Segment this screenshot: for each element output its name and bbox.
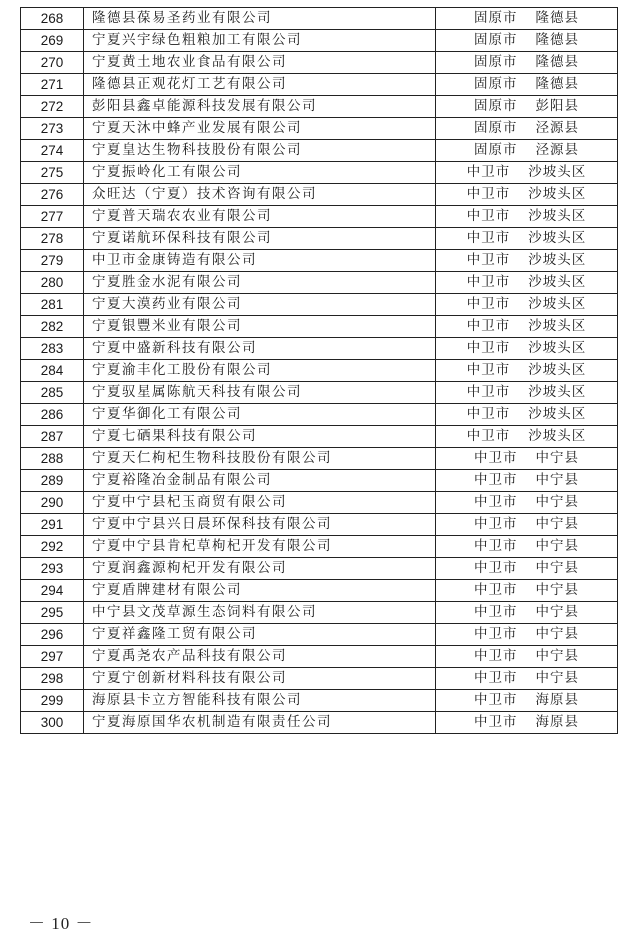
table-row: [21, 690, 618, 712]
row-number: 289: [21, 470, 84, 492]
county-name: 隆德县: [535, 32, 579, 48]
region-cell: [436, 602, 618, 624]
region-cell: [436, 536, 618, 558]
company-name: 宁夏禹尧农产品科技有限公司: [84, 646, 436, 668]
company-name: 隆德县葆易圣药业有限公司: [84, 8, 436, 30]
county-name: 中宁县: [535, 626, 579, 642]
row-number: 297: [21, 646, 84, 668]
city-name: 中卫市: [466, 428, 511, 444]
region-cell: [436, 228, 618, 250]
row-number: 278: [21, 228, 84, 250]
city-name: 中卫市: [466, 186, 511, 202]
city-name: 中卫市: [466, 340, 511, 356]
table-row: [21, 580, 618, 602]
row-number: 279: [21, 250, 84, 272]
county-name: 中宁县: [535, 494, 579, 510]
region-cell: [436, 8, 618, 30]
city-name: 中卫市: [474, 670, 518, 686]
city-name: 中卫市: [474, 538, 518, 554]
region-cell: [436, 580, 618, 602]
table-row: [21, 294, 618, 316]
row-number: 291: [21, 514, 84, 536]
region-cell: [436, 382, 618, 404]
company-name: 众旺达（宁夏）技术咨询有限公司: [84, 184, 436, 206]
table-row: [21, 668, 618, 690]
city-name: 中卫市: [474, 714, 518, 730]
table-row: [21, 514, 618, 536]
city-name: 中卫市: [466, 208, 511, 224]
region-cell: [436, 514, 618, 536]
region-cell: [436, 30, 618, 52]
row-number: 299: [21, 690, 84, 712]
county-name: 中宁县: [535, 582, 579, 598]
city-name: 中卫市: [466, 252, 511, 268]
region-cell: [436, 118, 618, 140]
region-cell: [436, 690, 618, 712]
company-name: 隆德县正观花灯工艺有限公司: [84, 74, 436, 96]
county-name: 沙坡头区: [528, 340, 587, 356]
county-name: 隆德县: [535, 76, 579, 92]
table-row: [21, 250, 618, 272]
table-row: [21, 624, 618, 646]
row-number: 275: [21, 162, 84, 184]
company-name: 宁夏渝丰化工股份有限公司: [84, 360, 436, 382]
city-name: 固原市: [474, 10, 518, 26]
page-number: － 10 －: [28, 914, 94, 933]
row-number: 284: [21, 360, 84, 382]
company-name: 中卫市金康铸造有限公司: [84, 250, 436, 272]
table-row: [21, 448, 618, 470]
table-row: [21, 316, 618, 338]
city-name: 固原市: [474, 120, 518, 136]
row-number: 292: [21, 536, 84, 558]
table-row: [21, 8, 618, 30]
company-name: 海原县卡立方智能科技有限公司: [84, 690, 436, 712]
region-cell: [436, 294, 618, 316]
table-row: [21, 404, 618, 426]
city-name: 中卫市: [474, 494, 518, 510]
region-cell: [436, 646, 618, 668]
row-number: 293: [21, 558, 84, 580]
company-name: 宁夏兴宇绿色粗粮加工有限公司: [84, 30, 436, 52]
table-row: [21, 470, 618, 492]
county-name: 海原县: [535, 692, 579, 708]
county-name: 泾源县: [535, 120, 579, 136]
company-name: 宁夏华御化工有限公司: [84, 404, 436, 426]
city-name: 中卫市: [466, 230, 511, 246]
region-cell: [436, 316, 618, 338]
table-row: [21, 338, 618, 360]
table-row: [21, 30, 618, 52]
company-name: 宁夏祥鑫隆工贸有限公司: [84, 624, 436, 646]
enterprise-list-table: [20, 7, 618, 734]
county-name: 沙坡头区: [528, 164, 587, 180]
region-cell: [436, 426, 618, 448]
row-number: 288: [21, 448, 84, 470]
company-name: 宁夏中盛新科技有限公司: [84, 338, 436, 360]
city-name: 中卫市: [466, 318, 511, 334]
row-number: 282: [21, 316, 84, 338]
table-row: [21, 206, 618, 228]
county-name: 沙坡头区: [528, 318, 587, 334]
table-row: [21, 96, 618, 118]
county-name: 中宁县: [535, 538, 579, 554]
table-row: [21, 228, 618, 250]
row-number: 280: [21, 272, 84, 294]
county-name: 沙坡头区: [528, 186, 587, 202]
region-cell: [436, 360, 618, 382]
row-number: 272: [21, 96, 84, 118]
table-row: [21, 382, 618, 404]
company-name: 宁夏胜金水泥有限公司: [84, 272, 436, 294]
region-cell: [436, 712, 618, 734]
table-row: [21, 162, 618, 184]
region-cell: [436, 492, 618, 514]
city-name: 中卫市: [474, 472, 518, 488]
company-name: 宁夏黄土地农业食品有限公司: [84, 52, 436, 74]
city-name: 固原市: [474, 76, 518, 92]
company-name: 宁夏天仁枸杞生物科技股份有限公司: [84, 448, 436, 470]
table-row: [21, 492, 618, 514]
company-name: 宁夏裕隆冶金制品有限公司: [84, 470, 436, 492]
city-name: 中卫市: [474, 582, 518, 598]
county-name: 中宁县: [535, 450, 579, 466]
row-number: 286: [21, 404, 84, 426]
row-number: 268: [21, 8, 84, 30]
company-name: 宁夏驭星属陈航天科技有限公司: [84, 382, 436, 404]
table-row: [21, 272, 618, 294]
region-cell: [436, 470, 618, 492]
county-name: 中宁县: [535, 670, 579, 686]
region-cell: [436, 206, 618, 228]
region-cell: [436, 448, 618, 470]
county-name: 泾源县: [535, 142, 579, 158]
city-name: 固原市: [474, 142, 518, 158]
region-cell: [436, 162, 618, 184]
row-number: 274: [21, 140, 84, 162]
table-row: [21, 184, 618, 206]
company-name: 宁夏皇达生物科技股份有限公司: [84, 140, 436, 162]
table-row: [21, 536, 618, 558]
row-number: 271: [21, 74, 84, 96]
county-name: 沙坡头区: [528, 252, 587, 268]
company-name: 宁夏银豐米业有限公司: [84, 316, 436, 338]
region-cell: [436, 140, 618, 162]
region-cell: [436, 96, 618, 118]
table-row: [21, 360, 618, 382]
company-name: 宁夏中宁县杞玉商贸有限公司: [84, 492, 436, 514]
company-name: 宁夏振岭化工有限公司: [84, 162, 436, 184]
county-name: 海原县: [535, 714, 579, 730]
table-row: [21, 602, 618, 624]
region-cell: [436, 52, 618, 74]
table-row: [21, 426, 618, 448]
table-row: [21, 646, 618, 668]
table-row: [21, 558, 618, 580]
company-name: 宁夏盾牌建材有限公司: [84, 580, 436, 602]
city-name: 固原市: [474, 54, 518, 70]
row-number: 294: [21, 580, 84, 602]
row-number: 281: [21, 294, 84, 316]
row-number: 285: [21, 382, 84, 404]
county-name: 沙坡头区: [528, 296, 587, 312]
table-row: [21, 74, 618, 96]
row-number: 270: [21, 52, 84, 74]
company-name: 彭阳县鑫卓能源科技发展有限公司: [84, 96, 436, 118]
city-name: 中卫市: [474, 450, 518, 466]
city-name: 中卫市: [466, 274, 511, 290]
row-number: 295: [21, 602, 84, 624]
city-name: 中卫市: [466, 362, 511, 378]
table-row: [21, 712, 618, 734]
county-name: 沙坡头区: [528, 208, 587, 224]
city-name: 固原市: [474, 32, 518, 48]
city-name: 中卫市: [474, 560, 518, 576]
county-name: 沙坡头区: [528, 274, 587, 290]
county-name: 沙坡头区: [528, 362, 587, 378]
row-number: 277: [21, 206, 84, 228]
row-number: 276: [21, 184, 84, 206]
row-number: 290: [21, 492, 84, 514]
city-name: 固原市: [474, 98, 518, 114]
table-row: [21, 52, 618, 74]
table-body: [21, 8, 618, 734]
row-number: 287: [21, 426, 84, 448]
county-name: 沙坡头区: [528, 428, 587, 444]
county-name: 中宁县: [535, 648, 579, 664]
city-name: 中卫市: [474, 604, 518, 620]
row-number: 273: [21, 118, 84, 140]
city-name: 中卫市: [466, 296, 511, 312]
city-name: 中卫市: [474, 516, 518, 532]
row-number: 298: [21, 668, 84, 690]
company-name: 宁夏海原国华农机制造有限责任公司: [84, 712, 436, 734]
county-name: 隆德县: [535, 54, 579, 70]
company-name: 宁夏诺航环保科技有限公司: [84, 228, 436, 250]
region-cell: [436, 624, 618, 646]
table-row: [21, 118, 618, 140]
region-cell: [436, 184, 618, 206]
company-name: 宁夏普天瑞农农业有限公司: [84, 206, 436, 228]
city-name: 中卫市: [466, 164, 511, 180]
company-name: 宁夏大漠药业有限公司: [84, 294, 436, 316]
county-name: 中宁县: [535, 604, 579, 620]
county-name: 中宁县: [535, 560, 579, 576]
region-cell: [436, 272, 618, 294]
row-number: 300: [21, 712, 84, 734]
company-name: 中宁县文茂草源生态饲料有限公司: [84, 602, 436, 624]
county-name: 中宁县: [535, 472, 579, 488]
county-name: 沙坡头区: [528, 384, 587, 400]
company-name: 宁夏中宁县肯杞草枸杞开发有限公司: [84, 536, 436, 558]
county-name: 沙坡头区: [528, 406, 587, 422]
city-name: 中卫市: [474, 692, 518, 708]
region-cell: [436, 668, 618, 690]
county-name: 隆德县: [535, 10, 579, 26]
city-name: 中卫市: [474, 626, 518, 642]
row-number: 283: [21, 338, 84, 360]
region-cell: [436, 74, 618, 96]
region-cell: [436, 338, 618, 360]
county-name: 沙坡头区: [528, 230, 587, 246]
company-name: 宁夏中宁县兴日晨环保科技有限公司: [84, 514, 436, 536]
region-cell: [436, 404, 618, 426]
county-name: 彭阳县: [535, 98, 579, 114]
row-number: 269: [21, 30, 84, 52]
company-name: 宁夏润鑫源枸杞开发有限公司: [84, 558, 436, 580]
row-number: 296: [21, 624, 84, 646]
city-name: 中卫市: [466, 384, 511, 400]
company-name: 宁夏宁创新材料科技有限公司: [84, 668, 436, 690]
company-name: 宁夏天沐中蜂产业发展有限公司: [84, 118, 436, 140]
region-cell: [436, 250, 618, 272]
city-name: 中卫市: [466, 406, 511, 422]
city-name: 中卫市: [474, 648, 518, 664]
table-row: [21, 140, 618, 162]
county-name: 中宁县: [535, 516, 579, 532]
company-name: 宁夏七硒果科技有限公司: [84, 426, 436, 448]
region-cell: [436, 558, 618, 580]
